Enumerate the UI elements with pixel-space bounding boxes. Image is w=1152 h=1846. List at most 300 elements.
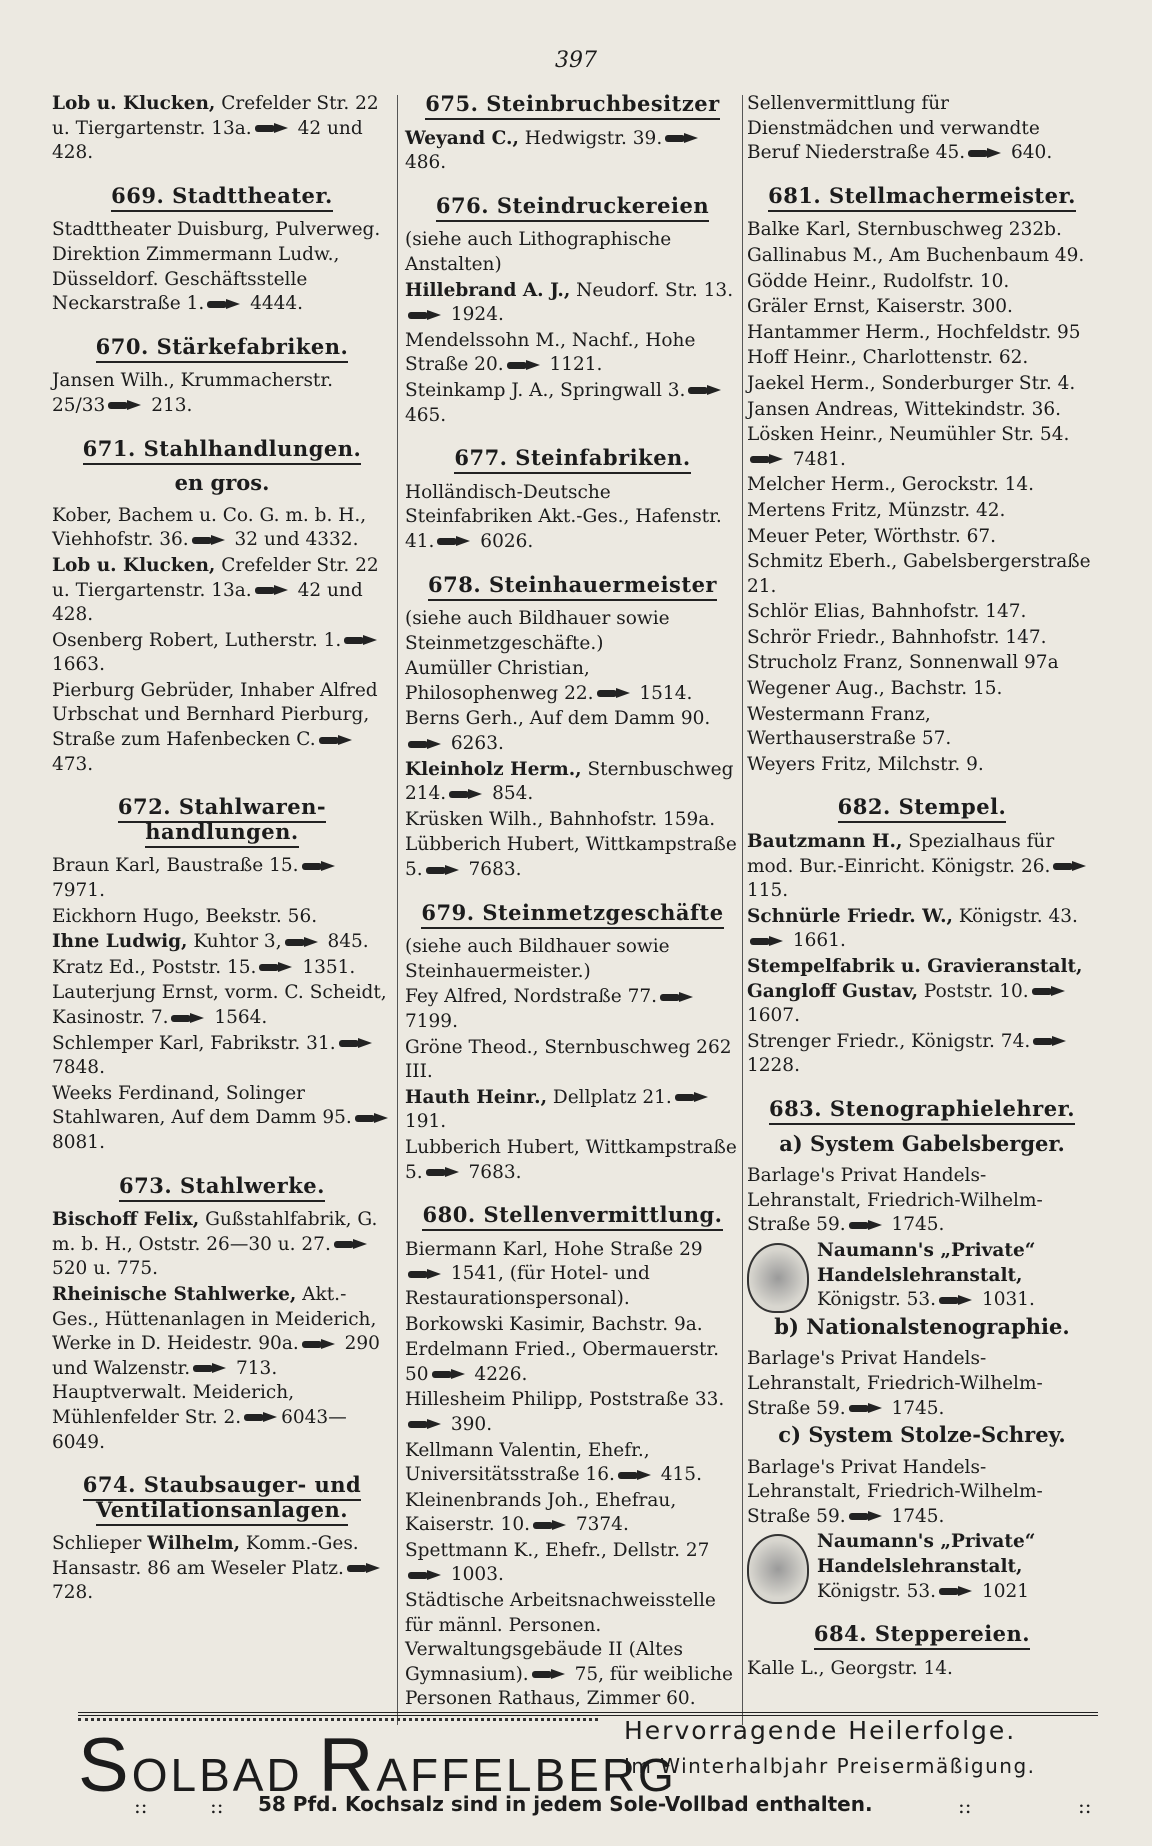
directory-entry [747,423,1097,472]
directory-entry [405,1489,740,1538]
entry-text: Strucholz Franz, Sonnenwall 97a [747,652,1059,674]
telephone-hand-icon [207,299,241,310]
ad-price-note: Im Winterhalbjahr Preisermäßigung. [624,1754,1036,1778]
section-heading-text: 682. Stempel. [838,794,1007,823]
directory-entry [52,1032,392,1081]
telephone-hand-icon [347,1563,381,1574]
directory-entry [747,677,1097,702]
entry-text: 465. [405,404,447,426]
directory-entry [747,372,1097,397]
section-heading-text: 674. Staubsauger- und Ventilationsanlagen. [83,1472,361,1526]
entry-name: Naumann's „Private“ Handelslehranstalt, [817,1239,1036,1286]
entry-name: Lob u. Klucken, [52,93,216,114]
section-heading [52,335,392,360]
entry-text: 115. [747,880,789,902]
entry-text: Pierburg Gebrüder, Inhaber Alfred Urbschat und Bernhard Pierburg, Straße zum Hafenbecken C. [52,679,378,751]
entry-name: Hauth Heinr., [405,1086,548,1108]
telephone-hand-icon [432,1369,466,1380]
section-heading-text: 679. Steinmetzgeschäfte [421,900,723,929]
telephone-hand-icon [408,1269,442,1280]
directory-entry [747,1239,1097,1313]
entry-name: Naumann's „Private“ Handelslehranstalt, [817,1531,1036,1578]
entry-text: 191. [405,1111,447,1133]
entry-text: 75, für weibliche Personen Rathaus, Zimmer 60. [405,1663,733,1710]
directory-entry [405,379,740,428]
directory-entry [52,981,392,1030]
telephone-hand-icon [255,585,289,596]
entry-text: Poststr. 10. [918,980,1029,1002]
entry-text: Balke Karl, Sternbuschweg 232b. [747,219,1062,241]
entry-text: Stadttheater Duisburg, Pulverweg. Direktion Zimmermann Ludw., Düsseldorf. Geschäftsstelle Neckarstraße 1. [52,219,381,315]
entry-text: 1607. [747,1005,800,1027]
telephone-hand-icon [449,789,483,800]
entry-text: Lübberich Hubert, Wittkampstraße 5. [405,834,737,881]
section-heading-text: 677. Steinfabriken. [454,445,690,474]
entry-text: Crefelder Str. 22 u. Tiergartenstr. 13a. [52,554,379,601]
entry-text: Braun Karl, Baustraße 15. [52,855,299,877]
telephone-hand-icon [171,1013,205,1024]
section-heading [52,795,392,844]
entry-text: 42 und 428. [52,117,363,164]
directory-entry [747,346,1097,371]
column-middle [405,92,740,1713]
directory-entry [747,1347,1097,1421]
entry-text: Kratz Ed., Poststr. 15. [52,956,257,978]
entry-text: Barlage's Privat Handels-Lehranstalt, Friedrich-Wilhelm-Straße 59. [747,1456,1043,1527]
entry-text: 7848. [52,1057,105,1079]
ad-brand-s: S [78,1723,132,1808]
entry-text: Crefelder Str. 22 u. Tiergartenstr. 13a. [52,93,379,139]
entry-text: Königstr. 53. [817,1580,937,1602]
telephone-hand-icon [618,1470,652,1481]
entry-name: Bischoff Felix, [52,1209,200,1231]
directory-entry [405,228,740,277]
school-seal-icon [747,1243,809,1313]
entry-text: 1541, (für Hotel- und Restaurationspersonal). [405,1263,650,1309]
section-heading-text: 680. Stellenvermittlung. [422,1202,722,1231]
section-heading-text: 683. Stenographielehrer. [769,1096,1075,1125]
entry-text: 42 und 428. [52,579,363,626]
entry-text: Weeks Ferdinand, Solinger Stahlwaren, Auf dem Damm 95. [52,1082,352,1129]
entry-text: Lösken Heinr., Neumühler Str. 54. [747,424,1070,446]
section-heading [405,901,740,926]
entry-text: Kalle L., Georgstr. 14. [747,1657,953,1679]
entry-text: Gräler Ernst, Kaiserstr. 300. [747,296,1013,318]
entry-text: Lubberich Hubert, Wittkampstraße 5. [405,1136,737,1183]
entry-text: Kleinenbrands Joh., Ehefrau, Kaiserstr. 10. [405,1489,677,1536]
entry-text: Holländisch-Deutsche Steinfabriken Akt.-Ges., Hafenstr. 41. [405,481,722,552]
directory-entry [405,1589,740,1712]
entry-text: Jaekel Herm., Sonderburger Str. 4. [747,372,1076,394]
section-heading [747,184,1097,209]
telephone-hand-icon [355,1113,389,1124]
entry-text: Biermann Karl, Hohe Straße 29 [405,1238,703,1260]
directory-entry [747,1657,1097,1682]
entry-name: Bautzmann H., [747,831,903,853]
directory-entry [747,525,1097,550]
directory-entry [52,930,392,955]
entry-text: Lauterjung Ernst, vorm. C. Scheidt, Kasinostr. 7. [52,982,387,1028]
entry-text: 854. [486,783,534,805]
entry-text: 728. [52,1582,94,1604]
entry-name: Schnürle Friedr. W., [747,905,953,927]
directory-entry [747,473,1097,498]
entry-text: Weyers Fritz, Milchstr. 9. [747,753,984,775]
section-heading-text: 670. Stärkefabriken. [96,334,349,363]
entry-text: 473. [52,753,94,775]
telephone-hand-icon [660,992,694,1003]
telephone-hand-icon [408,1419,442,1430]
entry-text: Erdelmann Fried., Obermauerstr. 50 [405,1339,720,1385]
section-heading [405,92,740,117]
telephone-hand-icon [849,1220,883,1231]
entry-text: 1031. [976,1289,1035,1311]
section-heading-text: 684. Steppereien. [814,1621,1030,1650]
entry-text: Schrör Friedr., Bahnhofstr. 147. [747,626,1047,648]
entry-text: Gallinabus M., Am Buchenbaum 49. [747,244,1085,266]
telephone-hand-icon [108,400,142,411]
directory-entry [747,244,1097,269]
directory-entry [747,92,1097,166]
entry-text: 1514. [633,682,693,704]
section-heading [405,1203,740,1228]
entry-text: 1661. [787,930,846,952]
entry-text: Kuhtor 3, [187,931,282,953]
entry-name: Ihne Ludwig, [52,931,188,953]
directory-entry [747,955,1097,1029]
entry-text: 6026. [474,530,534,552]
telephone-hand-icon [259,962,293,973]
entry-name: Stempelfabrik u. Gravieranstalt, Gangloff Gustav, [747,956,1083,1002]
directory-entry [747,218,1097,243]
directory-entry [405,1086,740,1135]
entry-text: Krüsken Wilh., Bahnhofstr. 159a. [405,808,716,830]
entry-text: Jansen Wilh., Krummacherstr. 25/33 [52,370,334,416]
telephone-hand-icon [334,1239,368,1250]
entry-text: Westermann Franz, Werthauserstraße 57. [747,703,952,750]
entry-text: (siehe auch Bildhauer sowie Steinmetzgeschäfte.) [405,608,670,654]
entry-name: Kleinholz Herm., [405,758,582,780]
directory-entry [405,1313,740,1338]
entry-text: Jansen Andreas, Wittekindstr. 36. [747,398,1062,420]
entry-text: 32 und 4332. [228,529,359,551]
directory-entry [405,1238,740,1312]
telephone-hand-icon [939,1586,973,1597]
telephone-hand-icon [437,536,471,547]
telephone-hand-icon [302,861,336,872]
entry-text: 7481. [787,448,846,470]
entry-text: Wegener Aug., Bachstr. 15. [747,678,1003,700]
entry-text: Städtische Arbeitsnachweisstelle für männl. Personen. Verwaltungsgebäude II (Altes Gymnasium). [405,1590,716,1685]
entry-name: Wilhelm, [147,1533,241,1555]
directory-entry [52,1208,392,1282]
entry-text: Mendelssohn M., Nachf., Hohe Straße 20. [405,329,696,376]
directory-entry [405,657,740,706]
section-subheading: a) System Gabelsberger. [779,1130,1065,1156]
directory-entry [747,1030,1097,1079]
entry-text: Schlemper Karl, Fabrikstr. 31. [52,1032,336,1054]
directory-entry [405,833,740,882]
directory-entry [747,830,1097,904]
telephone-hand-icon [426,865,460,876]
telephone-hand-icon [507,360,541,371]
telephone-hand-icon [1053,861,1087,872]
school-seal-icon [747,1534,809,1604]
telephone-hand-icon [244,1412,278,1423]
section-heading [52,1473,392,1522]
directory-entry [52,1082,392,1156]
ad-brand-r: R [318,1723,377,1808]
telephone-hand-icon [192,535,226,546]
column-divider [742,95,743,1725]
entry-text: Spezialhaus für mod. Bur.-Einricht. Königstr. 26. [747,831,1055,877]
entry-text: Hedwigstr. 39. [518,127,663,149]
entry-text: 1351. [296,956,356,978]
entry-text: Spettmann K., Ehefr., Dellstr. 27 [405,1539,710,1561]
entry-text: Sellenvermittlung für Dienstmädchen und verwandte Beruf Niederstraße 45. [747,93,1040,164]
telephone-hand-icon [302,1339,336,1350]
telephone-hand-icon [750,936,784,947]
telephone-hand-icon [339,1038,373,1049]
entry-text: 390. [445,1413,493,1435]
section-heading-text: 672. Stahlwaren-handlungen. [118,794,326,848]
entry-name: Hillebrand A. J., [405,279,571,301]
telephone-hand-icon [408,310,442,321]
directory-entry [405,758,740,807]
entry-text: Kellmann Valentin, Ehefr., Universitätsstraße 16. [405,1439,650,1486]
directory-entry [52,629,392,678]
telephone-hand-icon [408,739,442,750]
entry-text: 640. [1005,142,1053,164]
telephone-hand-icon [193,1363,227,1374]
entry-name: Rheinische Stahlwerke, [52,1283,297,1305]
entry-text: Schmitz Eberh., Gabelsbergerstraße 21. [747,551,1091,597]
directory-entry [405,127,740,176]
entry-text: Schlör Elias, Bahnhofstr. 147. [747,601,1027,623]
directory-entry [52,679,392,777]
directory-entry [52,854,392,903]
telephone-hand-icon [750,454,784,465]
directory-entry [405,1388,740,1437]
telephone-hand-icon [675,1092,709,1103]
telephone-hand-icon [597,688,631,699]
section-heading-text: 675. Steinbruchbesitzer [425,91,719,120]
section-heading-text: 676. Steindruckereien [436,193,709,222]
directory-entry [52,1283,392,1455]
entry-text: 4226. [468,1363,528,1385]
ad-colon: :: [134,1794,148,1818]
entry-text: 8081. [52,1131,105,1153]
telephone-hand-icon [533,1520,567,1531]
entry-text: Königstr. 53. [817,1289,937,1311]
directory-entry [747,905,1097,954]
section-heading-text: 671. Stahlhandlungen. [83,436,362,465]
telephone-hand-icon [1033,1036,1067,1047]
section-subheading: en gros. [174,470,270,496]
entry-text: 845. [321,931,369,953]
telephone-hand-icon [532,1669,566,1680]
entry-text: Meuer Peter, Wörthstr. 67. [747,525,997,547]
directory-entry [52,369,392,418]
entry-text: Melcher Herm., Gerockstr. 14. [747,474,1035,496]
directory-entry [747,295,1097,320]
directory-entry [747,270,1097,295]
entry-text: Gröne Theod., Sternbuschweg 262 III. [405,1036,732,1083]
section-heading [747,795,1097,820]
column-right [747,92,1097,1682]
directory-entry [52,1532,392,1606]
telephone-hand-icon [426,1167,460,1178]
entry-text: Gödde Heinr., Rudolfstr. 10. [747,270,1010,292]
directory-entry [747,398,1097,423]
ad-dotted-border [78,1718,598,1721]
entry-text: Eickhorn Hugo, Beekstr. 56. [52,905,318,927]
entry-text: 1663. [52,654,105,676]
telephone-hand-icon [1032,986,1066,997]
entry-text: Komm.-Ges. Hansastr. 86 am Weseler Platz. [52,1533,359,1579]
section-heading [52,437,392,462]
directory-entry [52,92,392,166]
directory-entry [747,626,1097,651]
entry-text: 713. Hauptverwalt. Meiderich, Mühlenfelder Str. 2. [52,1357,295,1428]
section-subheading: b) Nationalstenographie. [774,1313,1070,1339]
entry-text: 1121. [543,354,603,376]
entry-text: 1745. [885,1397,945,1419]
section-heading [405,446,740,471]
entry-text: 4444. [244,293,304,315]
directory-entry [405,329,740,378]
entry-text: Barlage's Privat Handels-Lehranstalt, Friedrich-Wilhelm-Straße 59. [747,1348,1043,1419]
ad-slogan: Hervorragende Heilerfolge. [624,1716,1017,1745]
entry-text: Königstr. 43. [952,905,1078,927]
directory-entry [52,905,392,930]
directory-entry [52,956,392,981]
section-heading [52,184,392,209]
directory-entry [405,1439,740,1488]
directory-entry [405,808,740,833]
telephone-hand-icon [939,1295,973,1306]
entry-text: Osenberg Robert, Lutherstr. 1. [52,629,342,651]
entry-text: Gußstahlfabrik, G. m. b. H., Oststr. 26—30 u. 27. [52,1209,378,1255]
directory-entry [52,218,392,316]
directory-entry [747,499,1097,524]
directory-entry [405,1036,740,1085]
entry-text: 1924. [445,304,504,326]
directory-entry [405,1136,740,1185]
entry-text: Sternbuschweg 214. [405,758,734,805]
section-heading [405,194,740,219]
telephone-hand-icon [688,385,722,396]
telephone-hand-icon [849,1511,883,1522]
entry-text: 1564. [208,1007,268,1028]
section-heading [747,1097,1097,1122]
ad-colon: :: [1078,1794,1092,1818]
entry-name: Lob u. Klucken, [52,554,216,576]
ad-salt-note: 58 Pfd. Kochsalz sind in jedem Sole-Vollbad enthalten. [258,1792,873,1816]
ad-colon: :: [210,1794,224,1818]
directory-entry [52,504,392,553]
entry-text: Mertens Fritz, Münzstr. 42. [747,499,1006,521]
column-divider [397,95,398,1725]
entry-text: Neudorf. Str. 13. [570,279,734,301]
directory-entry [747,703,1097,752]
telephone-hand-icon [665,133,699,144]
section-heading-text: 681. Stellmachermeister. [768,183,1076,212]
directory-entry [405,985,740,1034]
directory-entry [405,607,740,656]
directory-entry [405,707,740,756]
directory-entry [52,554,392,628]
directory-entry [405,481,740,555]
entry-text: Hillesheim Philipp, Poststraße 33. [405,1389,725,1411]
directory-entry [747,1530,1097,1604]
entry-text: 7971. [52,880,105,902]
entry-text: 7683. [462,1161,522,1183]
entry-text: Dellplatz 21. [547,1086,672,1108]
entry-text: 7199. [405,1011,458,1032]
telephone-hand-icon [285,937,319,948]
section-subheading: c) System Stolze-Schrey. [778,1422,1066,1448]
telephone-hand-icon [344,635,378,646]
directory-entry [747,651,1097,676]
section-heading [405,573,740,598]
advertisement-solbad [78,1712,1098,1830]
entry-text: (siehe auch Bildhauer sowie Steinhauermeister.) [405,936,670,982]
directory-entry [747,1456,1097,1530]
directory-entry [747,550,1097,599]
entry-text: 1003. [445,1564,504,1586]
directory-entry [747,600,1097,625]
entry-text: 6263. [445,733,504,755]
entry-text: 7374. [569,1514,629,1536]
ad-brand-olbad: OLBAD [131,1749,303,1801]
entry-text: 1021 [976,1580,1030,1602]
telephone-hand-icon [319,735,353,746]
entry-text: 290 und Walzenstr. [52,1333,380,1379]
entry-text: Hantammer Herm., Hochfeldstr. 95 [747,321,1081,343]
entry-text: 213. [145,394,193,416]
entry-text: Hoff Heinr., Charlottenstr. 62. [747,347,1029,369]
entry-text: Borkowski Kasimir, Bachstr. 9a. [405,1313,703,1335]
directory-entry [747,321,1097,346]
entry-text: 520 u. 775. [52,1258,159,1280]
entry-text: 415. [654,1464,702,1486]
entry-text: 1745. [885,1214,945,1236]
entry-text: 1745. [885,1505,945,1527]
entry-text: 7683. [462,859,522,881]
section-heading-text: 678. Steinhauermeister [428,572,717,601]
entry-text: Strenger Friedr., Königstr. 74. [747,1030,1031,1052]
telephone-hand-icon [408,1570,442,1581]
directory-entry [405,1539,740,1588]
entry-text: Steinkamp J. A., Springwall 3. [405,379,686,401]
directory-entry [405,935,740,984]
section-heading [747,1622,1097,1647]
telephone-hand-icon [255,123,289,134]
ad-colon: :: [958,1794,972,1818]
entry-text: Akt.-Ges., Hüttenanlagen in Meiderich, Werke in D. Heidestr. 90a. [52,1283,377,1355]
directory-entry [747,1164,1097,1238]
directory-entry [405,279,740,328]
entry-text: 486. [405,152,447,174]
entry-text: Berns Gerh., Auf dem Damm 90. [405,708,711,730]
entry-name: Weyand C., [405,127,519,149]
section-heading-text: 673. Stahlwerke. [119,1173,325,1202]
page-number: 397 [555,48,597,73]
entry-text: Aumüller Christian, Philosophenweg 22. [405,658,594,704]
telephone-hand-icon [968,148,1002,159]
column-left [52,92,392,1607]
